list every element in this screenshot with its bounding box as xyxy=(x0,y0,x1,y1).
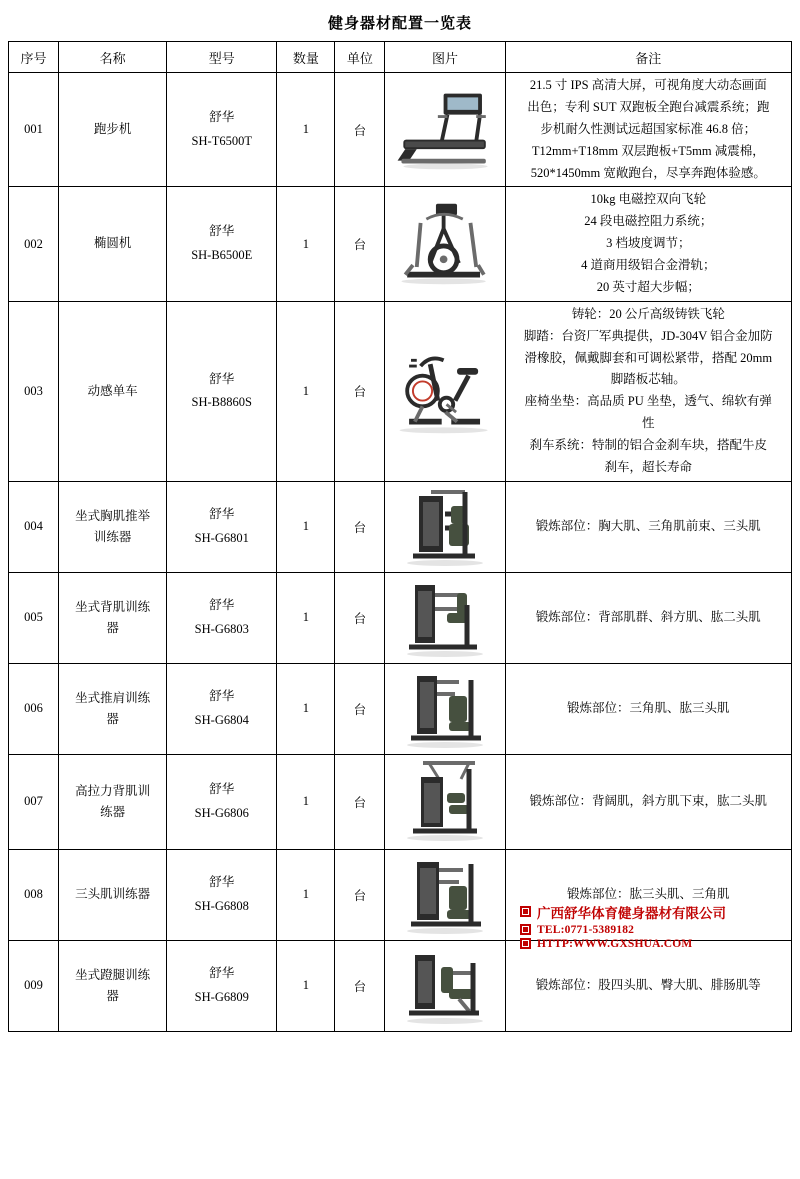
cell-unit: 台 xyxy=(335,754,385,849)
model-line: SH-B6500E xyxy=(191,248,253,263)
model-line: 舒华 xyxy=(209,782,235,796)
spin-bike-icon xyxy=(388,343,501,439)
cell-image xyxy=(385,481,505,572)
cell-name xyxy=(59,301,167,481)
model-line: 舒华 xyxy=(209,598,235,612)
table-row xyxy=(9,940,792,1031)
model-line: SH-B8860S xyxy=(191,395,252,410)
cell-name xyxy=(59,663,167,754)
cell-no: 006 xyxy=(9,663,59,754)
note-line: 刹车，超长寿命 xyxy=(604,459,693,474)
triceps-icon xyxy=(388,852,501,938)
model-line: 舒华 xyxy=(209,966,235,980)
model-line: SH-T6500T xyxy=(191,133,252,148)
name-line: 高拉力背肌训 xyxy=(75,783,151,798)
model-line: SH-G6806 xyxy=(194,805,249,820)
cell-qty: 1 xyxy=(277,73,335,187)
note-line: 锻炼部位：胸大肌、三角肌前束、三头肌 xyxy=(535,518,761,533)
cell-model xyxy=(167,481,277,572)
cell-no: 007 xyxy=(9,754,59,849)
elliptical-icon xyxy=(388,198,501,290)
cell-image xyxy=(385,301,505,481)
cell-no: 004 xyxy=(9,481,59,572)
cell-no: 002 xyxy=(9,187,59,301)
cell-unit: 台 xyxy=(335,481,385,572)
header-model: 型号 xyxy=(167,42,277,73)
note-line: T12mm+T18mm 双层跑板+T5mm 减震棉， xyxy=(531,143,765,158)
header-qty: 数量 xyxy=(277,42,335,73)
cell-image xyxy=(385,849,505,940)
model-line: SH-G6808 xyxy=(194,898,249,913)
header-image: 图片 xyxy=(385,42,505,73)
treadmill-icon xyxy=(388,86,501,174)
note-line: 脚踏：台资厂军典提供，JD-304V 铝合金加防 xyxy=(523,328,773,343)
note-line: 锻炼部位：三角肌、肱三头肌 xyxy=(567,700,730,715)
cell-qty: 1 xyxy=(277,754,335,849)
model-line: SH-G6804 xyxy=(194,712,249,727)
table-row xyxy=(9,187,792,301)
cell-note xyxy=(505,937,791,1031)
model-line: 舒华 xyxy=(209,507,235,521)
globe-square-icon xyxy=(520,938,531,949)
cell-qty: 1 xyxy=(277,940,335,1031)
name-line: 坐式蹬腿训练 xyxy=(75,967,151,982)
note-line: 520*1450mm 宽敞跑台，尽享奔跑体验感。 xyxy=(530,165,766,180)
cell-note xyxy=(505,663,791,754)
cell-image xyxy=(385,754,505,849)
header-unit: 单位 xyxy=(335,42,385,73)
model-line: SH-G6803 xyxy=(194,621,249,636)
header-note: 备注 xyxy=(505,42,791,73)
cell-model xyxy=(167,187,277,301)
cell-note xyxy=(505,301,791,481)
cell-no: 003 xyxy=(9,301,59,481)
shoulder-press-icon xyxy=(388,666,501,752)
cell-qty: 1 xyxy=(277,572,335,663)
table-row xyxy=(9,73,792,187)
cell-name xyxy=(59,572,167,663)
cell-qty: 1 xyxy=(277,849,335,940)
cell-no: 005 xyxy=(9,572,59,663)
company-website: HTTP:WWW.GXSHUA.COM xyxy=(537,937,693,950)
name-line: 器 xyxy=(106,620,119,635)
note-line: 脚踏板芯轴。 xyxy=(610,372,686,387)
note-line: 滑橡胶，佩戴脚套和可调松紧带，搭配 20mm xyxy=(524,350,773,365)
note-line: 刹车系统：特制的铝合金刹车块，搭配牛皮 xyxy=(529,438,768,452)
cell-no: 008 xyxy=(9,849,59,940)
cell-name xyxy=(59,481,167,572)
model-line: 舒华 xyxy=(209,224,235,239)
model-line: 舒华 xyxy=(209,689,235,703)
note-line: 步机耐久性测试远超国家标准 46.8 倍； xyxy=(540,121,757,136)
cell-note xyxy=(505,754,791,849)
cell-model xyxy=(167,940,277,1031)
cell-no: 001 xyxy=(9,73,59,187)
cell-unit: 台 xyxy=(335,572,385,663)
page-title: 健身器材配置一览表 xyxy=(327,16,472,32)
header-name: 名称 xyxy=(59,42,167,73)
name-line: 坐式推肩训练 xyxy=(75,690,151,705)
header-no: 序号 xyxy=(9,42,59,73)
note-line: 24 段电磁控阻力系统； xyxy=(584,214,713,229)
note-line: 21.5 寸 IPS 高清大屏，可视角度大动态画面 xyxy=(529,78,767,92)
cell-name xyxy=(59,187,167,301)
seated-row-icon xyxy=(388,575,501,661)
cell-image xyxy=(385,187,505,301)
note-line: 出色；专利 SUT 双跑板全跑台减震系统；跑 xyxy=(527,99,770,114)
cell-unit: 台 xyxy=(335,187,385,301)
name-line: 训练器 xyxy=(93,529,132,544)
company-name: 广西舒华体育健身器材有限公司 xyxy=(537,905,726,921)
equipment-table xyxy=(8,41,792,1032)
cell-name xyxy=(59,754,167,849)
name-line: 三头肌训练器 xyxy=(75,887,151,902)
cell-image xyxy=(385,940,505,1031)
table-row xyxy=(9,572,792,663)
note-line: 锻炼部位：背部肌群、斜方肌、肱二头肌 xyxy=(535,609,761,624)
note-line: 10kg 电磁控双向飞轮 xyxy=(590,192,707,207)
cell-name xyxy=(59,849,167,940)
cell-note xyxy=(505,187,791,301)
name-line: 练器 xyxy=(100,804,126,819)
cell-model xyxy=(167,572,277,663)
brand-company-line xyxy=(520,902,780,922)
note-line: 铸轮：20 公斤高级铸铁飞轮 xyxy=(571,306,725,321)
table-row xyxy=(9,301,792,481)
cell-model xyxy=(167,301,277,481)
cell-name xyxy=(59,73,167,187)
chest-press-icon xyxy=(388,484,501,570)
model-line: 舒华 xyxy=(209,109,235,124)
cell-unit: 台 xyxy=(335,73,385,187)
cell-model xyxy=(167,754,277,849)
cell-name xyxy=(59,940,167,1031)
model-line: SH-G6801 xyxy=(194,530,249,545)
brand-tel-line xyxy=(520,924,780,936)
cell-note xyxy=(505,73,791,187)
company-tel: TEL:0771-5389182 xyxy=(537,923,635,936)
note-line: 4 道商用级铝合金滑轨； xyxy=(581,258,716,272)
note-line: 性 xyxy=(642,416,655,431)
note-line: 3 档坡度调节； xyxy=(606,236,691,251)
cell-qty: 1 xyxy=(277,301,335,481)
logo-square-icon xyxy=(520,906,531,917)
name-line: 动感单车 xyxy=(87,383,138,398)
model-line: SH-G6809 xyxy=(194,989,249,1004)
cell-qty: 1 xyxy=(277,663,335,754)
cell-note xyxy=(505,572,791,663)
cell-unit: 台 xyxy=(335,663,385,754)
cell-unit: 台 xyxy=(335,849,385,940)
cell-qty: 1 xyxy=(277,187,335,301)
table-row xyxy=(9,754,792,849)
cell-model xyxy=(167,73,277,187)
name-line: 器 xyxy=(106,711,119,726)
leg-press-icon xyxy=(388,943,501,1029)
name-line: 器 xyxy=(106,988,119,1003)
cell-image xyxy=(385,73,505,187)
note-line: 锻炼部位：背阔肌，斜方肌下束，肱二头肌 xyxy=(529,793,768,808)
cell-no: 009 xyxy=(9,940,59,1031)
cell-image xyxy=(385,663,505,754)
name-line: 坐式背肌训练 xyxy=(75,599,151,614)
cell-unit: 台 xyxy=(335,940,385,1031)
name-line: 椭圆机 xyxy=(93,236,132,251)
cell-unit: 台 xyxy=(335,301,385,481)
cell-model xyxy=(167,849,277,940)
model-line: 舒华 xyxy=(209,371,235,386)
note-line: 锻炼部位：股四头肌、臀大肌、腓肠肌等 xyxy=(535,977,761,992)
table-header-row xyxy=(9,42,792,73)
model-line: 舒华 xyxy=(209,875,235,889)
lat-pulldown-icon xyxy=(388,757,501,847)
note-line: 20 英寸超大步幅； xyxy=(596,279,700,294)
phone-square-icon xyxy=(520,924,531,935)
footer-brand xyxy=(520,902,780,952)
cell-model xyxy=(167,663,277,754)
name-line: 坐式胸肌推举 xyxy=(75,508,151,523)
note-line: 座椅坐垫：高品质 PU 坐垫，透气、绵软有弹 xyxy=(524,394,772,409)
table-row xyxy=(9,481,792,572)
table-row xyxy=(9,663,792,754)
brand-web-line xyxy=(520,938,780,950)
cell-note xyxy=(505,481,791,572)
cell-image xyxy=(385,572,505,663)
name-line: 跑步机 xyxy=(93,122,132,137)
note-line: 锻炼部位：肱三头肌、三角肌 xyxy=(567,886,730,901)
cell-qty: 1 xyxy=(277,481,335,572)
